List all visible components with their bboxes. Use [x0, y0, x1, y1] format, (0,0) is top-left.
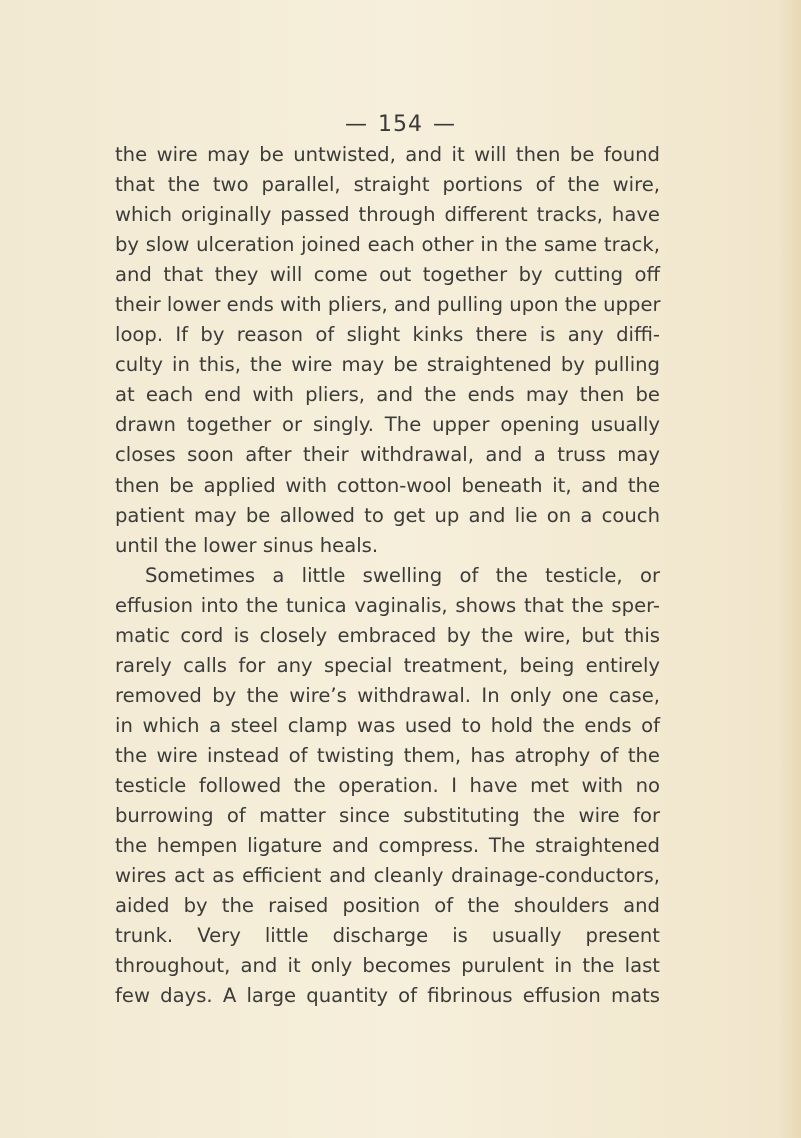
text-line: effusion into the tunica vaginalis, shows that the sper- [115, 593, 660, 617]
body-text [115, 140, 660, 1011]
text-line: in which a steel clamp was used to hold the ends of [115, 713, 660, 737]
text-line: culty in this, the wire may be straightened by pulling [115, 353, 660, 377]
text-line: throughout, and it only becomes purulent in the last [115, 954, 660, 978]
text-line: then be applied with cotton-wool beneath it, and the [115, 473, 660, 497]
text-line: the wire instead of twisting them, has atrophy of the [115, 743, 660, 767]
text-line: which originally passed through different tracks, have [115, 203, 660, 227]
text-line: matic cord is closely embraced by the wire, but this [115, 623, 660, 647]
text-line: the wire may be untwisted, and it will then be found [115, 143, 660, 166]
text-line: removed by the wire’s withdrawal. In only one case, [115, 683, 660, 707]
page-number [0, 112, 801, 137]
text-line: testicle followed the operation. I have met with no [115, 773, 660, 797]
page-number-value: 154 [378, 112, 423, 137]
text-line: by slow ulceration joined each other in the same track, [115, 233, 660, 257]
text-line: drawn together or singly. The upper opening usually [115, 413, 660, 437]
text-line: wires act as efficient and cleanly drainage-conductors, [115, 864, 660, 888]
text-line: until the lower sinus heals. [115, 533, 379, 557]
text-line: and that they will come out together by cutting off [115, 263, 660, 287]
text-line: rarely calls for any special treatment, being entirely [115, 653, 660, 677]
text-line: patient may be allowed to get up and lie on a couch [115, 503, 660, 527]
text-line: that the two parallel, straight portions of the wire, [115, 173, 660, 197]
page-number-dash-left: — [345, 112, 368, 137]
text-line: Sometimes a little swelling of the testicle, or [145, 563, 660, 587]
text-line: trunk. Very little discharge is usually present [115, 924, 660, 948]
text-line: the hempen ligature and compress. The straightened [115, 834, 660, 858]
page-number-dash-right: — [433, 112, 456, 137]
text-line: their lower ends with pliers, and pulling upon the upper [115, 293, 661, 317]
text-line: few days. A large quantity of fibrinous effusion mats [115, 984, 660, 1008]
text-line: closes soon after their withdrawal, and a truss may [115, 443, 660, 467]
text-line: loop. If by reason of slight kinks there is any diffi- [115, 323, 660, 347]
text-line: at each end with pliers, and the ends may then be [115, 383, 660, 407]
text-line: burrowing of matter since substituting the wire for [115, 804, 660, 828]
text-line: aided by the raised position of the shoulders and [115, 894, 660, 918]
